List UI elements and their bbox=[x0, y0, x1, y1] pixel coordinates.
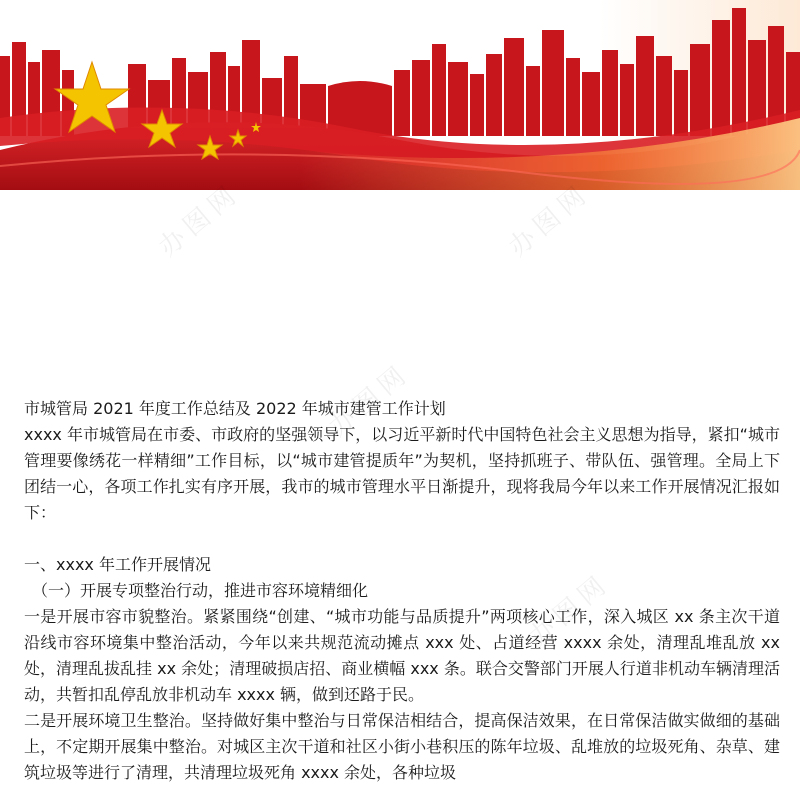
document-title: 市城管局 2021 年度工作总结及 2022 年城市建管工作计划 bbox=[24, 399, 446, 418]
header-banner bbox=[0, 0, 800, 190]
section-heading: 一、xxxx 年工作开展情况 bbox=[24, 555, 211, 574]
watermark: 办图网 bbox=[523, 568, 617, 653]
watermark: 办图网 bbox=[503, 178, 597, 263]
document-body bbox=[24, 396, 780, 786]
watermark: 办图网 bbox=[153, 178, 247, 263]
subsection-heading: （一）开展专项整治行动，推进市容环境精细化 bbox=[32, 581, 369, 600]
list-item: 二是开展环境卫生整治。坚持做好集中整治与日常保洁相结合，提高保洁效果，在日常保洁做实做细的基础上，不定期开展集中整治。对城区主次干道和社区小街小巷积压的陈年垃圾、乱堆放的垃圾死角、杂草、建筑垃圾等进行了清理，共清理垃圾死角 xxxx 余处，各种垃圾 bbox=[24, 711, 780, 782]
city-skyline-banner-graphic bbox=[0, 0, 800, 190]
intro-paragraph: xxxx 年市城管局在市委、市政府的坚强领导下，以习近平新时代中国特色社会主义思想为指导，紧扣“城市管理要像绣花一样精细”工作目标，以“城市建管提质年”为契机，坚持抓班子、带队伍、强管理。全局上下团结一心，各项工作扎实有序开展，我市的城市管理水平日渐提升，现将我局今年以来工作开展情况汇报如下： bbox=[24, 425, 780, 522]
spacer bbox=[24, 526, 780, 552]
watermark: 办图网 bbox=[323, 358, 417, 443]
list-item: 一是开展市容市貌整治。紧紧围绕“创建、“城市功能与品质提升”两项核心工作，深入城区 xx 条主次干道沿线市容环境集中整治活动，今年以来共规范流动摊点 xxx 处、占道经营 xxxx 余处，清理乱堆乱放 xx 处，清理乱拔乱挂 xx 余处；清理破损店招、商业横幅 xxx 条。联合交警部门开展人行道非机动车辆清理活动，共暂扣乱停乱放非机动车 xxxx 辆，做到还路于民。 bbox=[24, 607, 780, 704]
